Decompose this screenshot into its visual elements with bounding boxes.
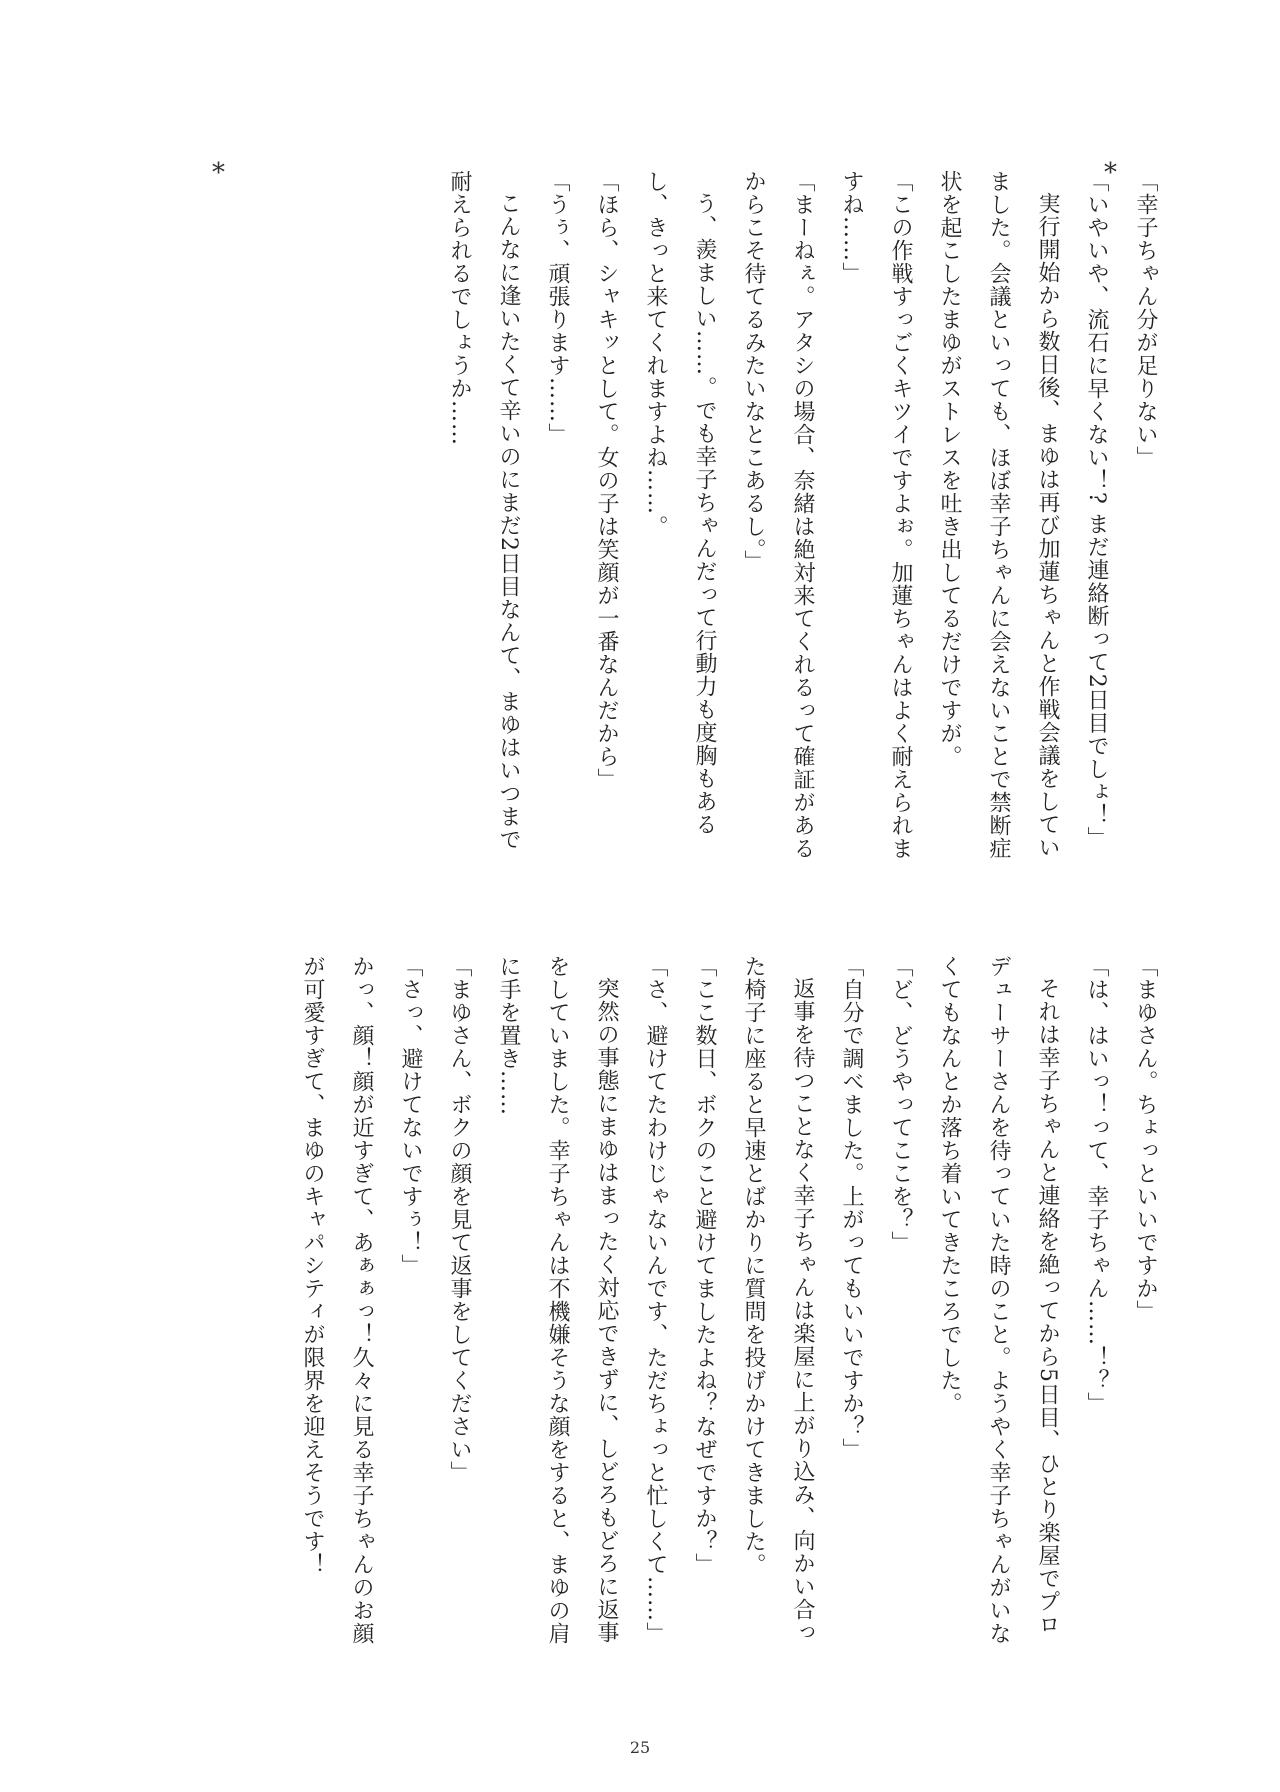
paragraph: 「さ、避けてたわけじゃないんです、ただちょっと忙しくて……」 (643, 955, 668, 1645)
paragraph: 「この作戦すっごくキツイですよぉ。加蓮ちゃんはよく耐えられますね……」 (839, 170, 913, 860)
paragraph: 実行開始から数日後、まゆは再び加蓮ちゃんと作戦会議をしていました。会議といっても、ほぼ幸子ちゃんに会えないことで禁断症状を起こしたまゆがストレスを吐き出してるだけですが。 (937, 170, 1060, 860)
paragraph: 「うぅ、頑張ります……」 (545, 170, 570, 446)
paragraph: 突然の事態にまゆはまったく対応できずに、しどろもどろに返事をしていました。幸子ちゃんは不機嫌そうな顔をすると、まゆの肩に手を置き…… (496, 955, 619, 1645)
paragraph: 「自分で調べました。上がってもいいですか？」 (839, 955, 864, 1461)
page-number: 25 (629, 1738, 651, 1757)
paragraph: 「幸子ちゃん分が足りない」 (1133, 170, 1158, 469)
paragraph: 「まゆさん、ボクの顔を見て返事をしてください」 (447, 955, 472, 1484)
scene-separator-top-right: * (1104, 158, 1117, 188)
paragraph: それは幸子ちゃんと連絡を絶ってから5日目、ひとり楽屋でプロデューサーさんを待っていた時のこと。ようやく幸子ちゃんがいなくてもなんとか落ち着いてきたころでした。 (937, 955, 1060, 1645)
bottom-text-block (290, 955, 1170, 1655)
top-text-block (290, 170, 1170, 870)
paragraph: 「ここ数日、ボクのこと避けてましたよね？なぜですか？」 (692, 955, 717, 1576)
paragraph: こんなに逢いたくて辛いのにまだ2日目なんて、まゆはいつまで耐えられるでしょうか…… (447, 170, 521, 851)
paragraph: 「は、はいっ！って、幸子ちゃん……！？」 (1084, 955, 1109, 1415)
paragraph: 「ど、どうやってここを？」 (888, 955, 913, 1254)
paragraph: 「まゆさん。ちょっといいですか」 (1133, 955, 1158, 1323)
paragraph: かっ、顔！顔が近すぎて、あぁぁっ！久々に見る幸子ちゃんのお顔が可愛すぎて、まゆのキャパシティが限界を迎えそうです！ (300, 955, 374, 1645)
scene-separator-top-left: * (212, 158, 225, 188)
paragraph: 「さっ、避けてないですぅ！」 (398, 955, 423, 1277)
paragraph: う、羨ましい……。でも幸子ちゃんだって行動力も度胸もあるし、きっと来てくれますよね……。 (643, 170, 717, 836)
paragraph: 「まーねぇ。アタシの場合、奈緒は絶対来てくれるって確証があるからこそ待てるみたいなとこあるし。」 (741, 170, 815, 860)
paragraph: 「ほら、シャキッとして。女の子は笑顔が一番なんだから」 (594, 170, 619, 791)
paragraph: 返事を待つことなく幸子ちゃんは楽屋に上がり込み、向かい合った椅子に座ると早速とばかりに質問を投げかけてきました。 (741, 955, 815, 1644)
paragraph: 「いやいや、流石に早くない！? まだ連絡断って2日目でしょ！」 (1084, 170, 1109, 850)
